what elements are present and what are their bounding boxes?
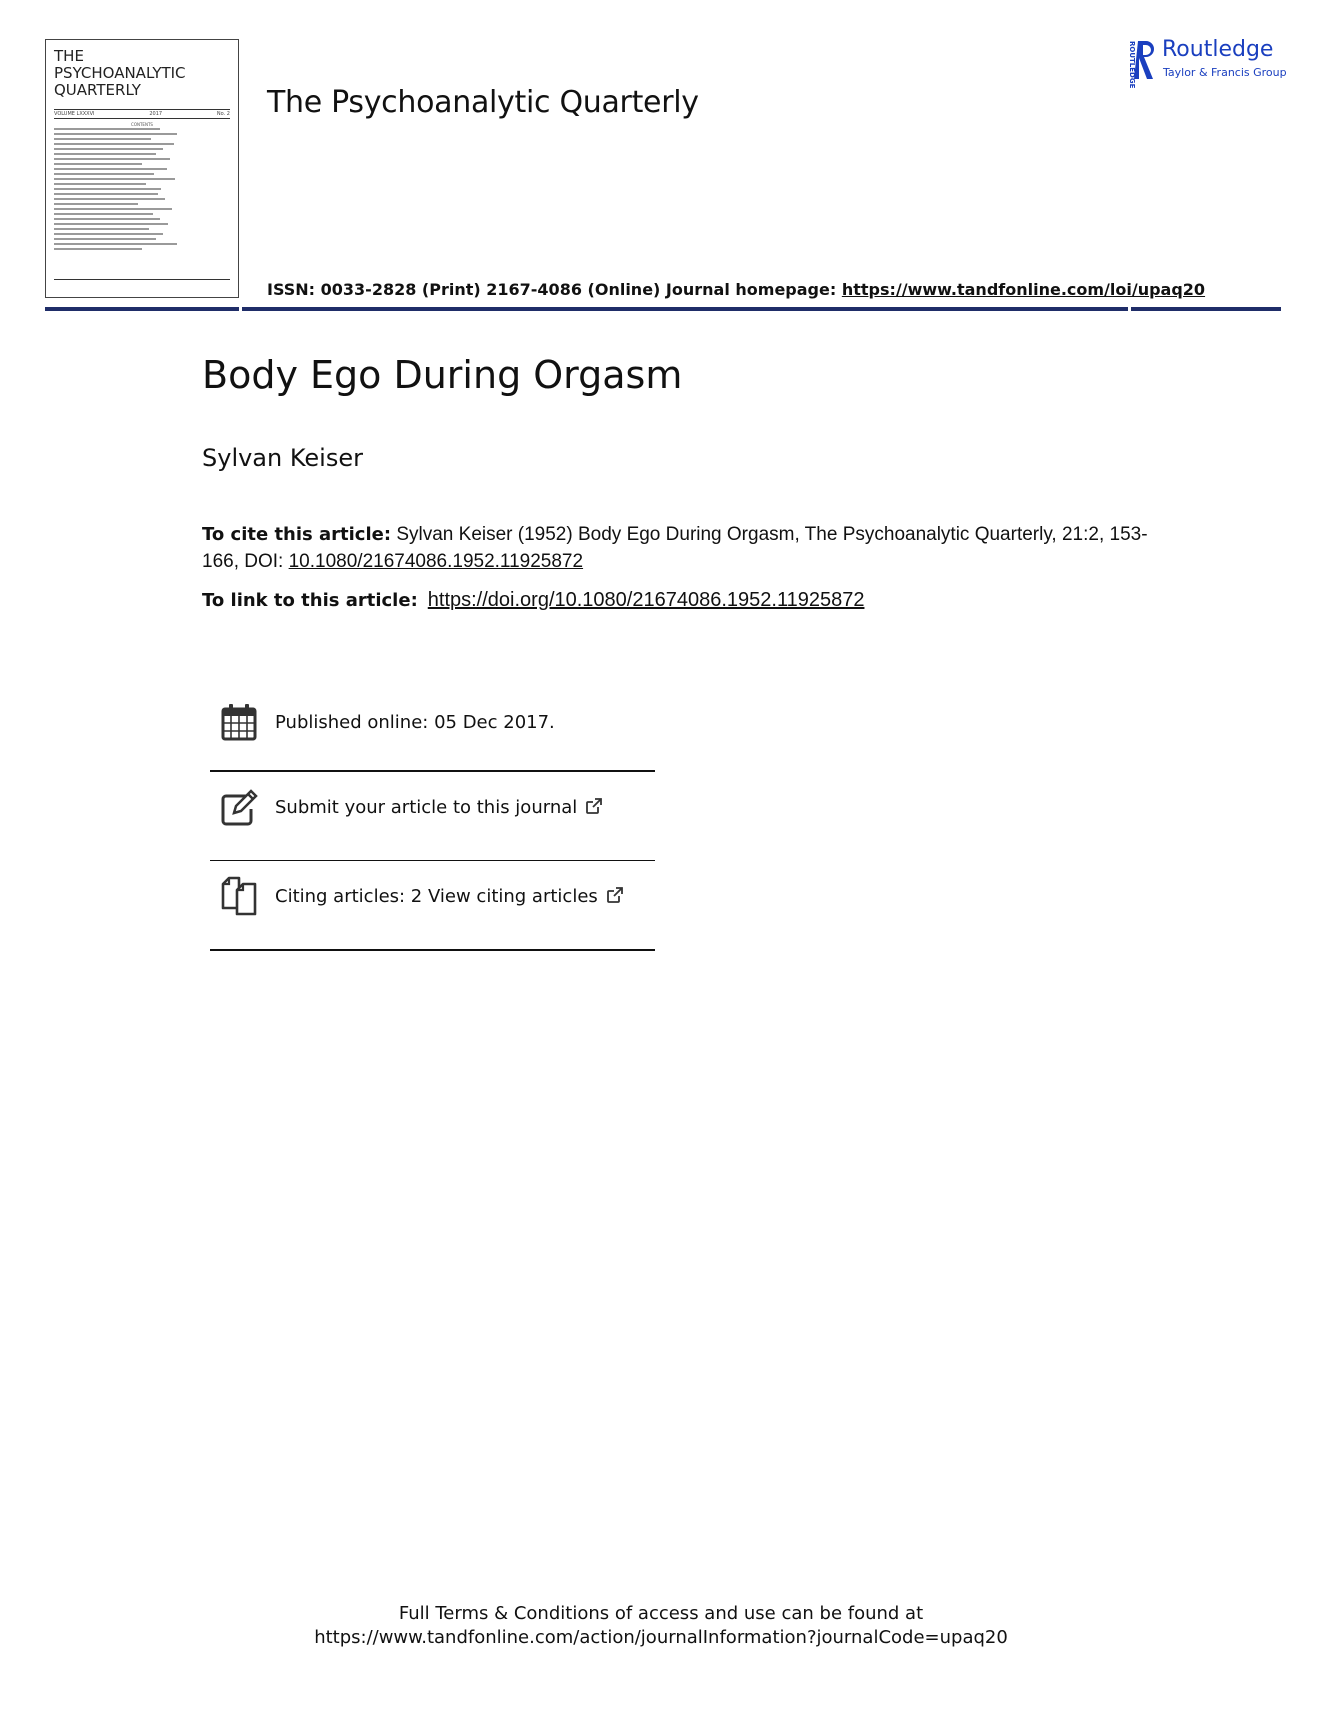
cover-footer-band xyxy=(54,279,230,287)
published-row xyxy=(210,694,655,754)
article-author: Sylvan Keiser xyxy=(202,444,363,472)
cover-volume: VOLUME LXXXVI xyxy=(54,111,95,117)
issn-text: ISSN: 0033-2828 (Print) 2167-4086 (Online) Journal homepage: xyxy=(267,280,842,299)
citation xyxy=(202,521,1152,575)
cover-contents-heading: CONTENTS xyxy=(131,122,153,127)
cite-label: To cite this article: xyxy=(202,524,392,545)
issn-line xyxy=(267,280,1205,299)
journal-cover-thumbnail xyxy=(45,39,239,298)
terms-footer xyxy=(0,1602,1322,1650)
article-link-line xyxy=(202,589,864,612)
external-link-icon xyxy=(585,797,603,815)
citing-articles-link[interactable] xyxy=(275,886,624,907)
divider xyxy=(210,949,655,951)
footer-terms-url[interactable]: https://www.tandfonline.com/action/journalInformation?journalCode=upaq20 xyxy=(314,1627,1008,1648)
citing-articles-row[interactable] xyxy=(210,868,655,928)
cover-meta xyxy=(54,109,230,119)
citing-articles-text: Citing articles: 2 View citing articles xyxy=(275,886,598,907)
external-link-icon xyxy=(606,886,624,904)
submit-article-link[interactable] xyxy=(275,797,603,818)
article-doi-url-link[interactable]: https://doi.org/10.1080/21674086.1952.11925872 xyxy=(427,589,865,611)
published-online-text: Published online: 05 Dec 2017. xyxy=(275,712,555,733)
logo-subtitle: Taylor & Francis Group xyxy=(1163,66,1287,79)
divider xyxy=(210,770,655,772)
doi-link[interactable]: 10.1080/21674086.1952.11925872 xyxy=(288,551,584,572)
logo-vertical-text: ROUTLEDGE xyxy=(1128,41,1136,89)
cover-title: THE PSYCHOANALYTIC QUARTERLY xyxy=(54,47,186,99)
link-label: To link to this article: xyxy=(202,590,418,611)
submit-article-row[interactable] xyxy=(210,779,655,839)
calendar-icon xyxy=(220,702,258,742)
journal-homepage-link[interactable]: https://www.tandfonline.com/loi/upaq20 xyxy=(841,280,1206,299)
header-rule-left xyxy=(45,307,239,311)
cover-number: No. 2 xyxy=(216,111,230,117)
cite-text: Sylvan Keiser (1952) Body Ego During Orgasm, The Psychoanalytic Quarterly, 21:2, 153-166, DOI: xyxy=(202,524,1148,572)
documents-icon xyxy=(220,876,258,916)
header-rule-right xyxy=(1131,307,1281,311)
submit-article-text: Submit your article to this journal xyxy=(275,797,578,818)
header-rule-middle xyxy=(242,307,1128,311)
divider xyxy=(210,860,655,861)
journal-title: The Psychoanalytic Quarterly xyxy=(267,85,699,120)
footer-line-1: Full Terms & Conditions of access and use can be found at xyxy=(398,1603,924,1624)
routledge-logo[interactable] xyxy=(1126,37,1286,87)
logo-name: Routledge xyxy=(1162,37,1274,62)
cover-contents-lines xyxy=(54,128,230,253)
cover-year: 2017 xyxy=(149,111,163,117)
article-title: Body Ego During Orgasm xyxy=(202,353,683,397)
edit-icon xyxy=(220,787,258,827)
